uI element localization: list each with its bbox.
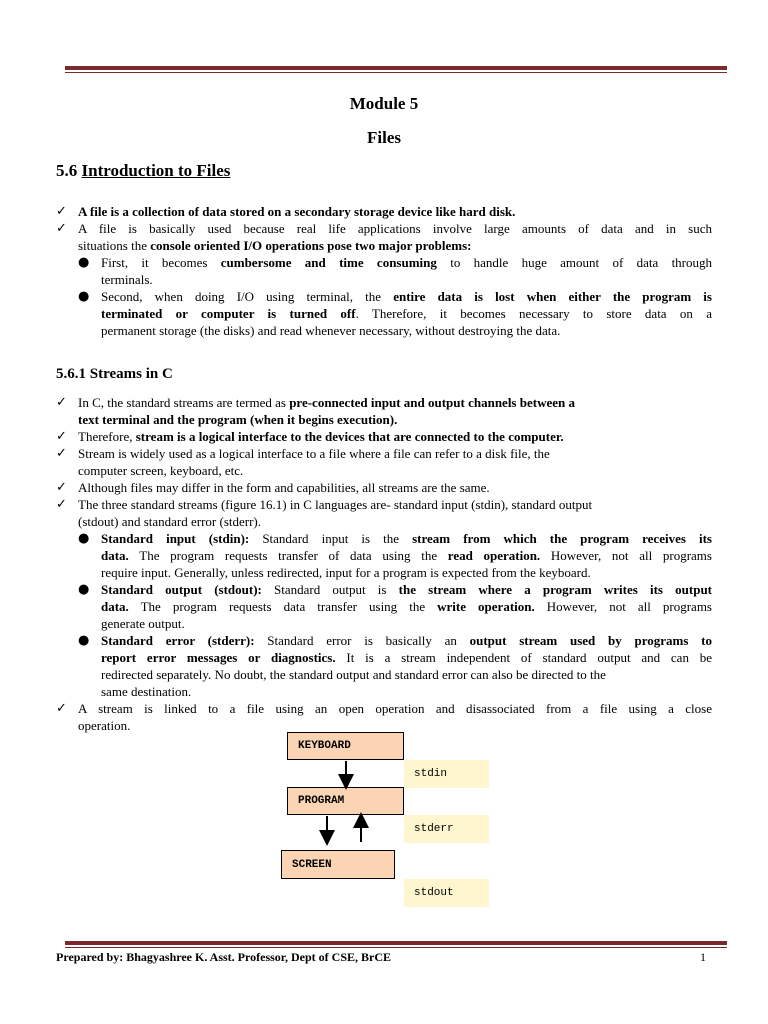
list-item-continued: terminated or computer is turned off. Therefore, it becomes necessary to store data on a (101, 306, 712, 321)
list-item-continued: same destination. (101, 684, 192, 699)
list-item-continued: data. The program requests transfer of data using the read operation. However, not all programs (101, 548, 712, 563)
section-number: 5.6 (56, 161, 78, 180)
list-item-continued: computer screen, keyboard, etc. (78, 463, 244, 478)
screen-box: SCREEN (281, 850, 395, 879)
list-item-continued: text terminal and the program (when it begins execution). (78, 412, 398, 427)
checkmark-icon: ✓ (56, 701, 67, 716)
list-item-continued: data. The program requests data transfer using the write operation. However, not all programs (101, 599, 712, 614)
subsection-heading: 5.6.1 Streams in C (56, 366, 173, 382)
list-item: ✓ Stream is widely used as a logical interface to a file where a file can refer to a disk file, the (56, 446, 550, 461)
checkmark-icon: ✓ (56, 480, 67, 495)
checkmark-icon: ✓ (56, 221, 67, 236)
list-item: ● First, it becomes cumbersome and time consuming to handle huge amount of data through (78, 255, 713, 270)
bullet-icon: ● (78, 582, 90, 597)
list-item: ✓ Although files may differ in the form and capabilities, all streams are the same. (56, 480, 490, 495)
streams-list (56, 394, 712, 734)
list-item: ✓ Therefore, stream is a logical interface to the devices that are connected to the computer. (56, 429, 564, 444)
checkmark-icon: ✓ (56, 204, 67, 219)
checkmark-icon: ✓ (56, 395, 67, 410)
list-item-continued: operation. (78, 718, 131, 733)
list-item: ● Standard input (stdin): Standard input is the stream from which the program receives its (78, 531, 712, 546)
list-item: ✓ A file is basically used because real life applications involve large amounts of data and in such (56, 221, 712, 236)
list-item-continued: generate output. (101, 616, 185, 631)
list-item: ✓ The three standard streams (figure 16.1) in C languages are- standard input (stdin), standard output (56, 497, 593, 512)
list-item: ● Standard output (stdout): Standard output is the stream where a program writes its output (78, 582, 713, 597)
stderr-label: stderr (404, 815, 489, 843)
list-item: ✓ A file is a collection of data stored on a secondary storage device like hard disk. (56, 204, 516, 219)
list-item-continued: terminals. (101, 272, 153, 287)
checkmark-icon: ✓ (56, 497, 67, 512)
header-rule (65, 66, 727, 73)
subject-title: Files (367, 128, 401, 147)
bullet-icon: ● (78, 633, 90, 648)
list-item-continued: permanent storage (the disks) and read whenever necessary, without destroying the data. (101, 323, 561, 338)
list-item-continued: situations the console oriented I/O operations pose two major problems: (78, 238, 472, 253)
section-heading (56, 161, 230, 181)
list-item-continued: (stdout) and standard error (stderr). (78, 514, 262, 529)
program-box: PROGRAM (287, 787, 404, 815)
list-item: ● Second, when doing I/O using terminal, the entire data is lost when either the program is (78, 289, 712, 304)
bullet-icon: ● (78, 531, 90, 546)
checkmark-icon: ✓ (56, 429, 67, 444)
list-item: ✓ A stream is linked to a file using an open operation and disassociated from a file using a close (56, 701, 712, 716)
footer-author: Prepared by: Bhagyashree K. Asst. Professor, Dept of CSE, BrCE (56, 950, 392, 964)
section-title: Introduction to Files (81, 161, 231, 180)
footer-rule (65, 941, 727, 948)
list-item: ● Standard error (stderr): Standard error is basically an output stream used by programs to (78, 633, 712, 648)
list-item-continued: redirected separately. No doubt, the standard output and standard error can also be directed to the (101, 667, 606, 682)
intro-list (56, 203, 712, 339)
stdout-label: stdout (404, 879, 489, 907)
bullet-icon: ● (78, 289, 90, 304)
list-item: ✓ In C, the standard streams are termed as pre-connected input and output channels between a (56, 395, 575, 410)
bullet-icon: ● (78, 255, 90, 270)
module-title: Module 5 (349, 94, 419, 113)
list-item-continued: require input. Generally, unless redirected, input for a program is expected from the keyboard. (101, 565, 591, 580)
list-item-continued: report error messages or diagnostics. It is a stream independent of standard output and can be (101, 650, 712, 665)
stdin-label: stdin (404, 760, 489, 788)
page-number: 1 (700, 950, 706, 964)
keyboard-box: KEYBOARD (287, 732, 404, 760)
checkmark-icon: ✓ (56, 446, 67, 461)
